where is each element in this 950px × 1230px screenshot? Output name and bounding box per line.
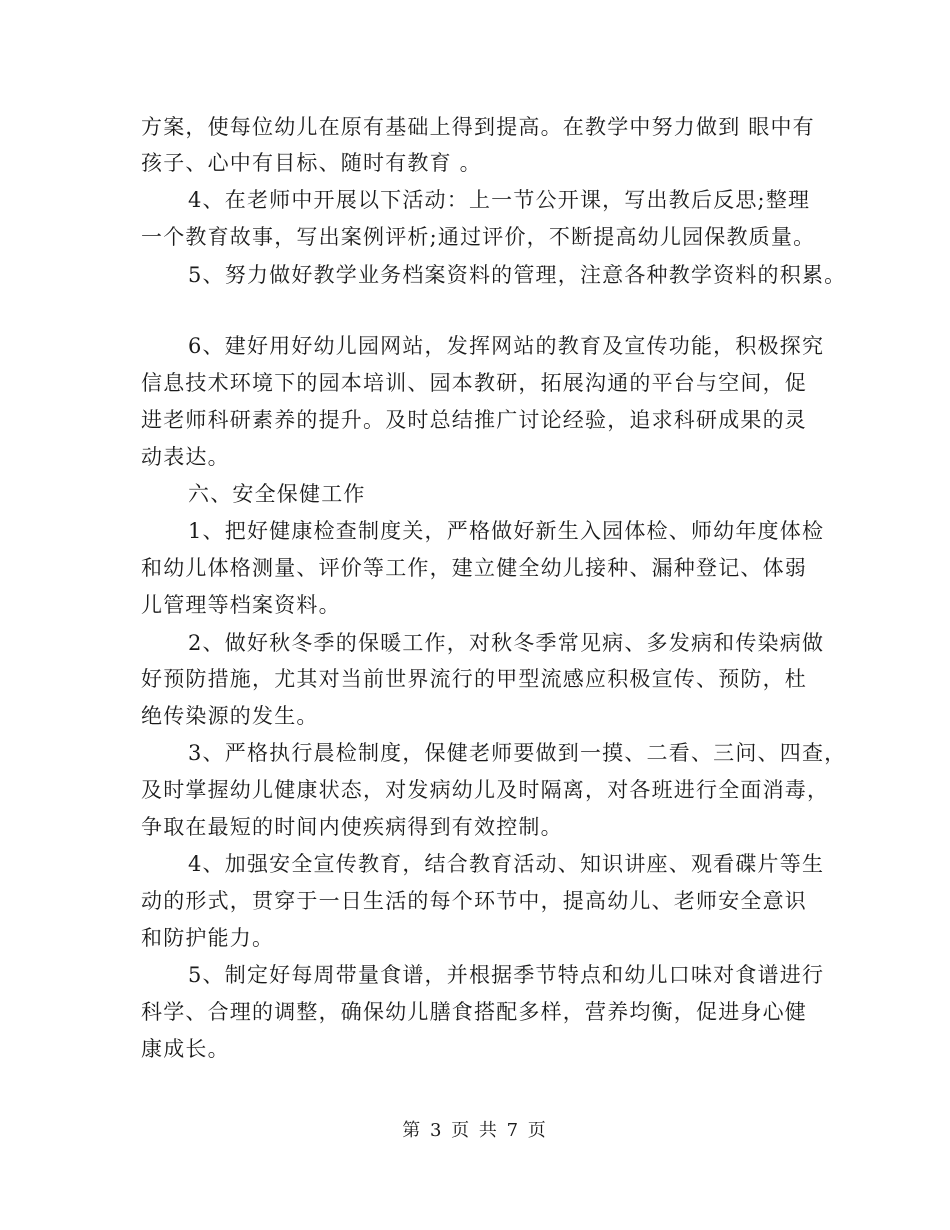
text-line: 和幼儿体格测量、评价等工作，建立健全幼儿接种、漏种登记、体弱 bbox=[141, 556, 807, 580]
text-line: 信息技术环境下的园本培训、园本教研，拓展沟通的平台与空间，促 bbox=[141, 371, 807, 395]
text-line: 及时掌握幼儿健康状态，对发病幼儿及时隔离，对各班进行全面消毒， bbox=[141, 778, 830, 802]
text-line: 5、努力做好教学业务档案资料的管理，注意各种教学资料的积累。 bbox=[188, 263, 847, 287]
text-line: 6、建好用好幼儿园网站，发挥网站的教育及宣传功能，积极探究 bbox=[188, 334, 825, 358]
text-line: 孩子、心中有目标、随时有教育 。 bbox=[141, 151, 482, 175]
text-line: 康成长。 bbox=[141, 1037, 230, 1061]
text-line: 一个教育故事，写出案例评析;通过评价，不断提高幼儿园保教质量。 bbox=[141, 225, 816, 249]
text-line: 争取在最短的时间内使疾病得到有效控制。 bbox=[141, 815, 563, 839]
text-line: 2、做好秋冬季的保暖工作，对秋冬季常见病、多发病和传染病做 bbox=[188, 631, 825, 655]
text-line: 3、严格执行晨检制度，保健老师要做到一摸、二看、三问、四查， bbox=[188, 741, 847, 765]
text-line: 方案，使每位幼儿在原有基础上得到提高。在教学中努力做到 眼中有 bbox=[141, 115, 815, 139]
text-line: 动表达。 bbox=[141, 445, 230, 469]
text-line: 1、把好健康检查制度关，严格做好新生入园体检、师幼年度体检 bbox=[188, 519, 825, 543]
text-line: 好预防措施，尤其对当前世界流行的甲型流感应积极宣传、预防，杜 bbox=[141, 667, 807, 691]
page-footer: 第 3 页 共 7 页 bbox=[402, 1120, 548, 1141]
section-heading: 六、安全保健工作 bbox=[188, 482, 366, 506]
text-line: 儿管理等档案资料。 bbox=[141, 593, 341, 617]
text-line: 科学、合理的调整，确保幼儿膳食搭配多样，营养均衡，促进身心健 bbox=[141, 1000, 807, 1024]
text-line: 5、制定好每周带量食谱，并根据季节特点和幼儿口味对食谱进行 bbox=[188, 963, 825, 987]
text-line: 4、在老师中开展以下活动：上一节公开课，写出教后反思;整理 bbox=[188, 188, 811, 212]
text-line: 绝传染源的发生。 bbox=[141, 704, 319, 728]
text-line: 4、加强安全宣传教育，结合教育活动、知识讲座、观看碟片等生 bbox=[188, 852, 825, 876]
text-line: 动的形式，贯穿于一日生活的每个环节中，提高幼儿、老师安全意识 bbox=[141, 889, 807, 913]
text-line: 进老师科研素养的提升。及时总结推广讨论经验，追求科研成果的灵 bbox=[141, 408, 807, 432]
text-line: 和防护能力。 bbox=[141, 926, 275, 950]
